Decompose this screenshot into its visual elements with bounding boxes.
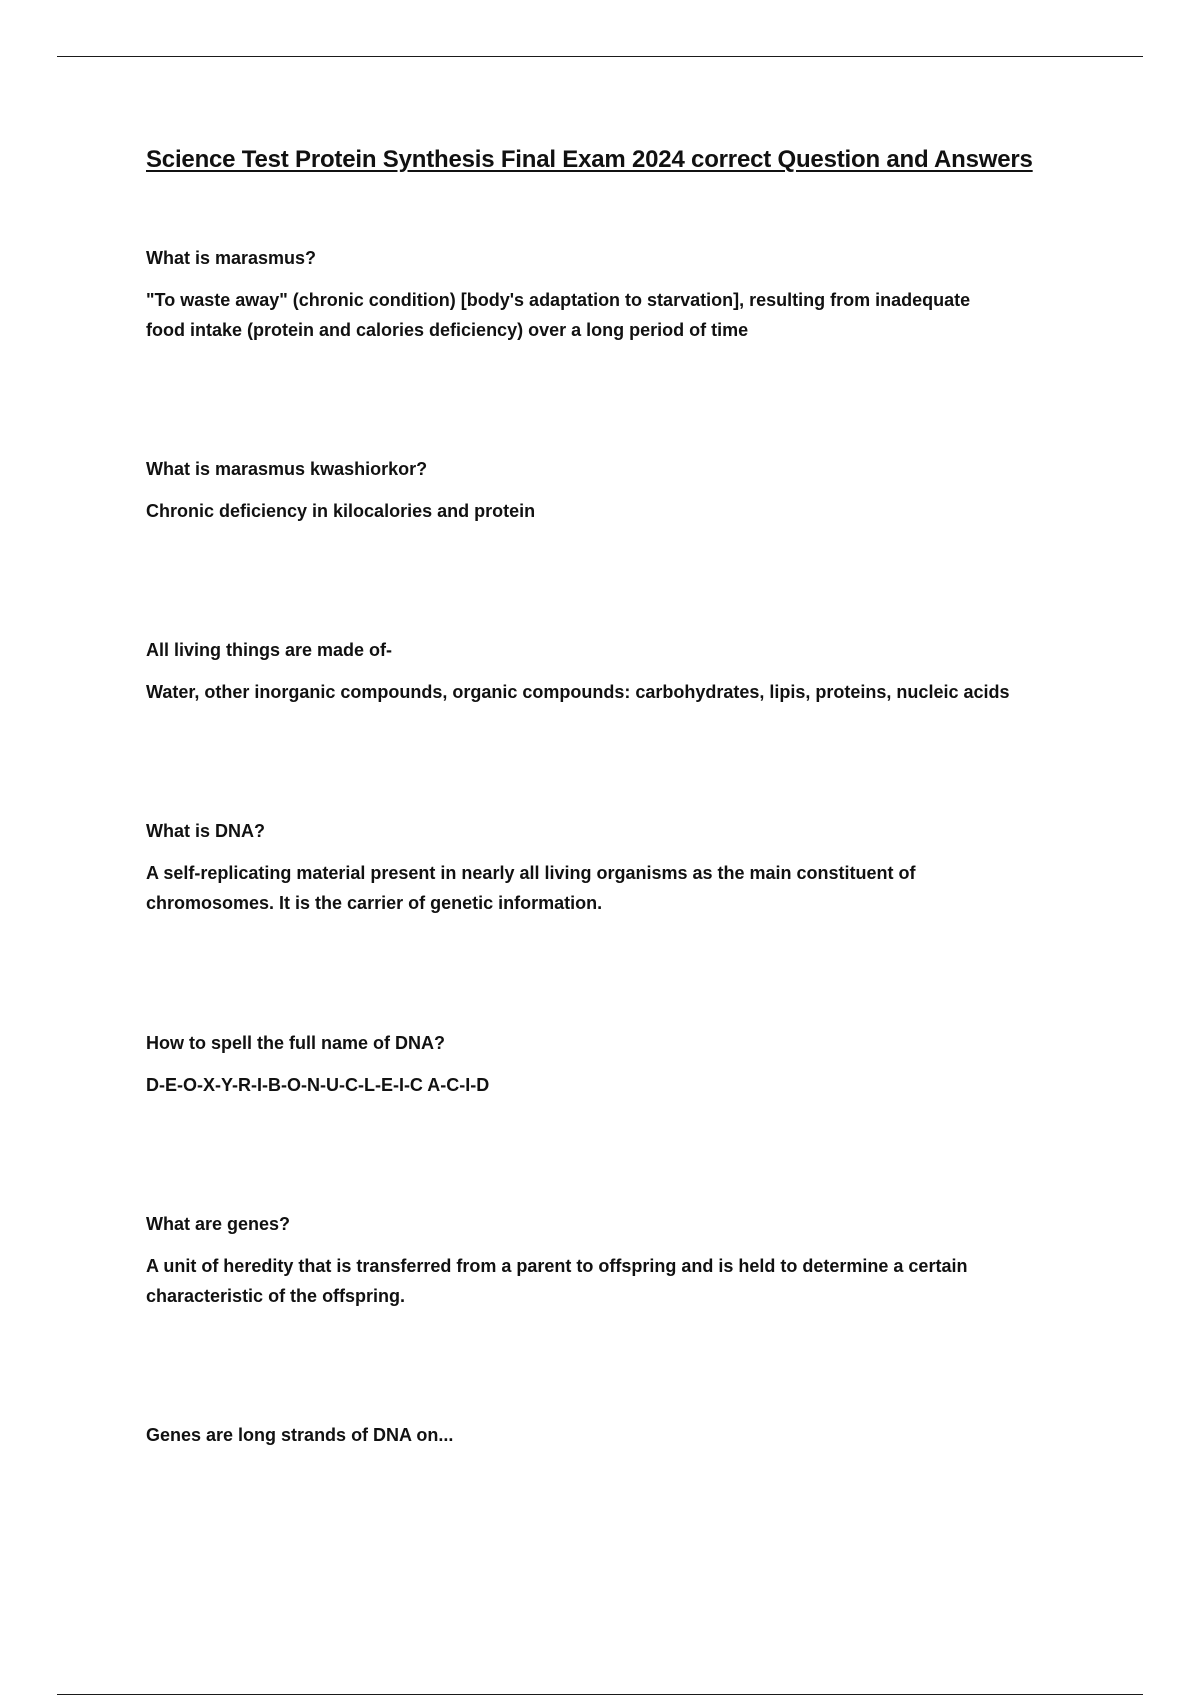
answer-text: A self-replicating material present in nearly all living organisms as the main constituent of chromosomes. It is the carrier of genetic information. xyxy=(146,863,916,913)
top-rule xyxy=(57,56,1143,57)
question-text: What are genes? xyxy=(146,1214,291,1234)
answer-text: Water, other inorganic compounds, organic compounds: carbohydrates, lipis, proteins, nucleic acids xyxy=(146,682,1010,702)
qa-item-marasmus-kwashiorkor xyxy=(146,456,1086,526)
document-title: Science Test Protein Synthesis Final Exam 2024 correct Question and Answers xyxy=(146,146,1033,173)
qa-item-genes-strands xyxy=(146,1422,1086,1448)
qa-item-living-things xyxy=(146,637,1086,707)
answer-text: D-E-O-X-Y-R-I-B-O-N-U-C-L-E-I-C A-C-I-D xyxy=(146,1075,490,1095)
bottom-rule xyxy=(57,1694,1143,1695)
question-text: What is marasmus kwashiorkor? xyxy=(146,459,428,479)
answer-text: "To waste away" (chronic condition) [body's adaptation to starvation], resulting from inadequate food intake (protein and calories deficiency) over a long period of time xyxy=(146,290,971,340)
qa-item-dna xyxy=(146,818,1086,918)
qa-item-dna-spelling xyxy=(146,1030,1086,1100)
question-text: What is DNA? xyxy=(146,821,265,841)
question-text: How to spell the full name of DNA? xyxy=(146,1033,446,1053)
answer-text: A unit of heredity that is transferred from a parent to offspring and is held to determine a certain characteristic of the offspring. xyxy=(146,1256,968,1306)
question-text: All living things are made of- xyxy=(146,640,393,660)
answer-text: Chronic deficiency in kilocalories and protein xyxy=(146,501,536,521)
question-text: What is marasmus? xyxy=(146,248,317,268)
question-text: Genes are long strands of DNA on... xyxy=(146,1425,454,1445)
qa-item-genes xyxy=(146,1211,1086,1311)
qa-item-marasmus xyxy=(146,245,1086,345)
